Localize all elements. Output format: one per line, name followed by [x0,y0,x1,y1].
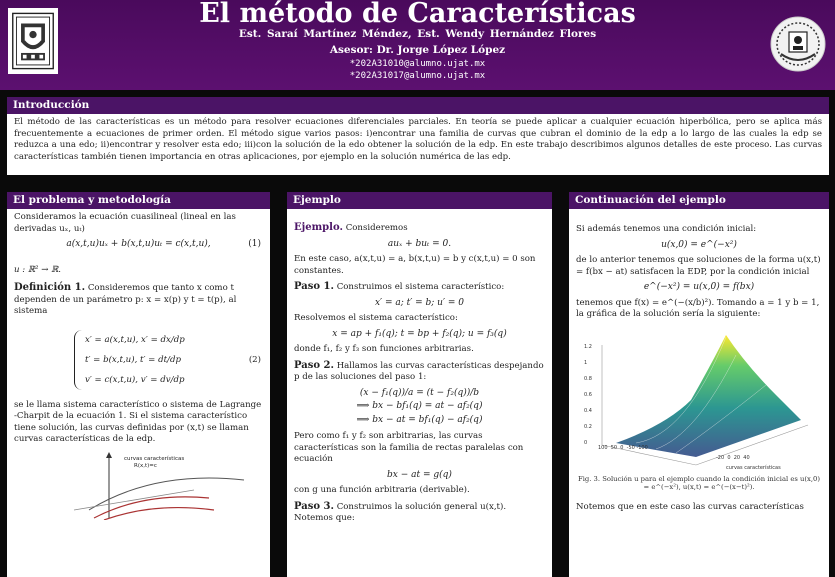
intro-text: El método de las características es un método para resolver ecuaciones diferenciales parciales. En teoría se puede aplicar a cualquier ecuación hiperbólica, pero se aplica más frecuentemente a ecuaciones de primer orden. El método sigue varios pasos: i)encontrar una familia de curvas que cubran el dominio de la edp a lo largo de las cuales la edp se reduzca a una edo; ii)encontrar y resolver esta edo; iii)con la solución de la edo obtener la solución de la edp. En este trabajo describimos algunos detalles de este proceso. Las curvas características también tienen importancia en otras aplicaciones, por ejemplo en la solución numérica de las edp. [14,117,822,162]
advisor: Asesor: Dr. Jorge López López [329,44,506,56]
parallel-lines-text: Pero como f₁ y f₂ son arbitrarias, las curvas características son la familia de rectas paralelas con ecuación [294,431,524,464]
problem-panel [7,192,270,577]
z-axis-ticks: 1.2 1 0.8 0.6 0.4 0.2 0 [584,343,592,446]
problem-intro: Consideramos la ecuación cuasilineal (lineal en las derivadas uₓ, uₜ) [14,212,236,234]
system-line-2: t′ = b(x,t,u), t′ = dt/dp [85,354,181,365]
authors: Est. Saraí Martínez Méndez, Est. Wendy Hernández Flores [238,28,597,40]
example-intro: Ejemplo. Consideremos [294,222,408,233]
example-equation: auₓ + buₜ = 0. [387,238,452,249]
figure-curves-label: curvas características [124,455,185,462]
system-number: (2) [248,354,261,365]
t-axis-ticks: -20 0 20 40 [716,454,750,461]
arbitrary-g: con g una función arbitraria (derivable). [294,485,470,495]
step-1-solution: x = ap + f₁(q); t = bp + f₂(q); u = f₃(q) [332,328,507,339]
step-1-system: x′ = a; t′ = b; u′ = 0 [374,297,465,308]
step-3: Paso 3. Construimos la solución general u(x,t). Notemos que: [294,500,507,523]
poster-header [0,0,835,90]
solution-function-text: tenemos que f(x) = e^(−(x/b)²). Tomando a = 1 y b = 1, la gráfica de la solución sería la siguiente: [576,297,820,319]
solution-surface-plot [576,325,822,475]
equation-1: a(x,t,u)uₓ + b(x,t,u)uₜ = c(x,t,u), (1) [66,239,261,249]
t-axis-label: curvas características [726,464,781,471]
faculty-seal [767,14,829,74]
step-1: Paso 1. Construimos el sistema característico: [294,281,505,292]
x-axis-ticks: 100 50 0 -50 -100 [598,444,648,451]
initial-condition-eq-2: e^(−x²) = u(x,0) = f(bx) [643,282,755,292]
initial-condition-text: Si además tenemos una condición inicial: [576,224,757,234]
system-line-1: x′ = a(x,t,u), x′ = dx/dp [85,334,185,345]
example-panel [287,192,552,577]
step-2: Paso 2. Hallamos las curvas características despejando p de las soluciones del paso 1: [294,359,544,382]
continuation-panel [569,192,829,577]
example-constants: En este caso, a(x,t,u) = a, b(x,t,u) = b y c(x,t,u) = 0 son constantes. [294,254,536,276]
characteristic-curves-figure [14,450,263,520]
email-1: *202A31010@alumno.ujat.mx [349,59,486,69]
domain-statement: u : ℝ² → ℝ. [14,264,62,275]
continuation-final-text: Notemos que en este caso las curvas características [576,501,804,512]
continuation-title: Continuación del ejemplo [569,192,829,209]
intro-panel [7,97,829,175]
step-2-eq-a: (x − f₁(q))/a = (t − f₂(q))/b [359,387,480,398]
poster-title: El método de Características [199,0,636,29]
example-title: Ejemplo [287,192,552,209]
figure-caption: Fig. 3. Solución u para el ejemplo cuando la condición inicial es u(x,0) = e^(−x²), u(x,t) = e^(−(x−t)²). [577,474,821,491]
solution-form-text: de lo anterior tenemos que soluciones de la forma u(x,t) = f(bx − at) satisfacen la EDP, por la condición inicial [576,255,821,277]
arbitrary-functions: donde f₁, f₂ y f₃ son funciones arbitrarias. [294,344,474,354]
system-line-3: v′ = c(x,t,u), v′ = dv/dp [85,374,185,385]
problem-title: El problema y metodología [7,192,270,209]
step-1-solve: Resolvemos el sistema característico: [294,313,458,323]
definition-1: Definición 1. Consideremos que tanto x como t dependen de un parámetro p: x = x(p) y t = t(p), al sistema [14,282,237,316]
equation-1-number: (1) [248,239,261,249]
step-2-eq-d: bx − at = g(q) [387,469,452,480]
step-2-eq-b: ⟹ bx − bf₁(q) = at − af₂(q) [356,401,483,411]
initial-condition-eq: u(x,0) = e^(−x²) [661,239,737,250]
intro-title: Introducción [7,97,829,114]
characteristic-system [74,330,263,390]
system-description: se le llama sistema característico o sistema de Lagrange -Charpit de la ecuación 1. Si el sistema característico tiene solución, las curvas definidas por (x,t) se llaman curvas características de la edp. [14,399,262,444]
step-2-eq-c: ⟹ bx − at = bf₁(q) − af₂(q) [356,414,483,425]
figure-curves-sublabel: R(x,t)=c [134,462,157,469]
email-2: *202A31017@alumno.ujat.mx [349,71,486,81]
